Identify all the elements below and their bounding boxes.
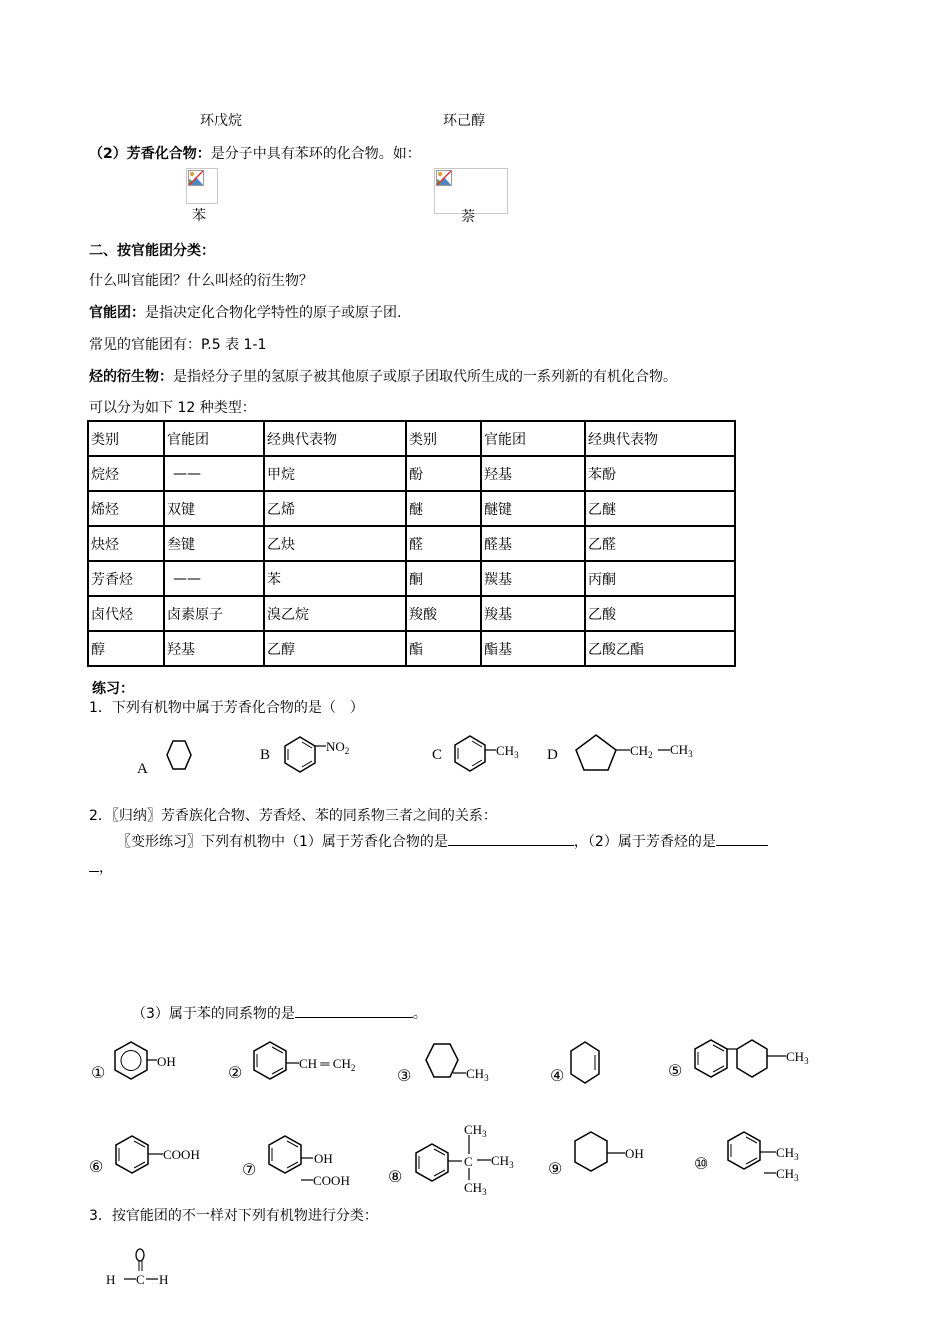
c-ch3-text: CH [496, 743, 515, 758]
structures-row-1 [85, 1030, 825, 1102]
table-cell: 羟基 [481, 456, 585, 491]
table-cell: 甲烷 [264, 456, 406, 491]
table-cell: 丙酮 [585, 561, 735, 596]
table-cell: 乙酸 [585, 596, 735, 631]
no2-sub: 2 [344, 746, 350, 756]
oh-label: OH [157, 1054, 176, 1069]
ch3-label-3 [466, 1066, 489, 1083]
table-cell: 乙醛 [585, 526, 735, 561]
formaldehyde [100, 1245, 190, 1290]
methylcyclohexane [426, 1044, 466, 1077]
answer-blank-1[interactable] [448, 833, 574, 846]
table-cell: 醇 [88, 631, 164, 666]
table-cell: 烷烃 [88, 456, 164, 491]
h-left-label: H [106, 1272, 116, 1287]
table-cell: 酯 [406, 631, 481, 666]
answer-blank-2-cont[interactable] [89, 859, 99, 872]
cyclohexanol [575, 1132, 625, 1171]
d-ch2-label [630, 743, 653, 760]
practice-title: 练习： [92, 681, 134, 697]
vinyl-label [299, 1056, 355, 1073]
ch3-bottom-sub: 3 [482, 1187, 487, 1197]
fg-def: 是指决定化合物化学特性的原子或原子团. [145, 305, 402, 321]
c-ch3-sub: 3 [514, 750, 519, 760]
homolog-question [132, 1003, 427, 1023]
classification-table [87, 420, 736, 667]
fg-definition [89, 302, 401, 322]
c-ch3-label [496, 743, 519, 760]
table-cell: 芳香烃 [88, 561, 164, 596]
table-cell: 乙烯 [264, 491, 406, 526]
continuation-comma: ， [99, 860, 113, 876]
table-cell: 乙炔 [264, 526, 406, 561]
table-cell: 醛 [406, 526, 481, 561]
table-cell: 羟基 [164, 631, 264, 666]
question-text: 什么叫官能团？什么叫烃的衍生物？ [89, 273, 313, 289]
table-cell: 酚 [406, 456, 481, 491]
ch3-top-sub: 3 [482, 1129, 487, 1139]
ch3-text-5: CH [786, 1049, 805, 1064]
num-6: ⑥ [89, 1159, 104, 1176]
option-d-label: D [547, 747, 558, 763]
ch3-text-3: CH [466, 1066, 485, 1081]
ch3-sub-10a: 3 [794, 1152, 799, 1162]
ch3-sub-3: 3 [484, 1073, 489, 1083]
tert-butylbenzene [416, 1135, 491, 1181]
table-cell: 苯 [264, 561, 406, 596]
d-ch2-text: CH [630, 743, 649, 758]
table-cell: 羰基 [481, 561, 585, 596]
ch3-sub-5: 3 [804, 1056, 809, 1066]
ch3-label-10b [776, 1166, 799, 1183]
cyclohexane-ring [167, 741, 191, 769]
num-8: ⑧ [388, 1169, 403, 1186]
table-cell: 乙酸乙酯 [585, 631, 735, 666]
phenol [115, 1042, 157, 1079]
variant-exercise [117, 831, 768, 851]
cooh-label-7: COOH [313, 1173, 350, 1188]
table-row [88, 526, 735, 561]
common-groups: 常见的官能团有：P.5 表 1-1 [89, 337, 267, 353]
cooh-label-6: COOH [163, 1147, 200, 1162]
table-cell: 卤素原子 [164, 596, 264, 631]
table-cell: 乙醚 [585, 491, 735, 526]
benzene-label: 苯 [192, 208, 206, 224]
deriv-definition [89, 366, 677, 386]
d-ch3-sub: 3 [688, 749, 693, 759]
oh-label-9: OH [625, 1146, 644, 1161]
oxygen-atom [136, 1249, 144, 1261]
question-3: 3．按官能团的不一样对下列有机物进行分类： [89, 1208, 378, 1224]
table-cell: —— [164, 456, 264, 491]
answer-blank-3[interactable] [295, 1005, 413, 1018]
table-cell: —— [164, 561, 264, 596]
table-cell: 醛基 [481, 526, 585, 561]
table-cell: 酯基 [481, 631, 585, 666]
cyclohexene [571, 1042, 599, 1083]
variant-text-2: ，（2）属于芳香烃的是 [573, 834, 716, 850]
naphthalene-label: 萘 [461, 209, 475, 225]
answer-blank-2[interactable] [716, 833, 768, 846]
vinyl-sub: 2 [350, 1063, 356, 1073]
ch3-text-10a: CH [776, 1145, 795, 1160]
ch3-bottom-label [464, 1180, 487, 1197]
num-1: ① [91, 1065, 106, 1082]
table-row [88, 491, 735, 526]
twelve-types: 可以分为如下 12 种类型： [89, 400, 256, 416]
cyclopentane-name: 环戊烷 [200, 113, 242, 129]
table-row [88, 631, 735, 666]
num-3: ③ [397, 1068, 412, 1085]
deriv-term: 烃的衍生物： [89, 369, 173, 385]
toluene [455, 736, 496, 771]
broken-image-icon [436, 170, 452, 186]
no2-text: NO [326, 739, 345, 754]
o-xylene [728, 1132, 776, 1173]
d-ch3-text: CH [670, 742, 689, 757]
table-cell: 卤代烃 [88, 596, 164, 631]
option-a-label: A [137, 761, 148, 777]
no2-label [326, 739, 349, 756]
table-header-cell: 官能团 [164, 421, 264, 456]
nitrobenzene [285, 737, 326, 772]
c-label: C [136, 1272, 145, 1287]
num-9: ⑨ [548, 1161, 563, 1178]
table-row [88, 561, 735, 596]
table-cell: 苯酚 [585, 456, 735, 491]
aromatic-heading: （2）芳香化合物： [89, 146, 211, 162]
table-header-row [88, 421, 735, 456]
table-header-cell: 经典代表物 [585, 421, 735, 456]
question-2: 2．〖归纳〗芳香族化合物、芳香烃、苯的同系物三者之间的关系： [89, 808, 497, 824]
ch3-top-text: CH [464, 1122, 483, 1137]
ch3-bottom-text: CH [464, 1180, 483, 1195]
ch3-text-10b: CH [776, 1166, 795, 1181]
ch3-right-sub: 3 [509, 1160, 514, 1170]
table-cell: 醚键 [481, 491, 585, 526]
ch3-right-label [491, 1153, 514, 1170]
table-cell: 羧基 [481, 596, 585, 631]
option-b-label: B [260, 747, 271, 763]
table-cell: 双键 [164, 491, 264, 526]
ch3-label-5 [786, 1049, 809, 1066]
homolog-text: （3）属于苯的同系物的是 [132, 1006, 295, 1022]
ch3-sub-10b: 3 [794, 1173, 799, 1183]
table-header-cell: 经典代表物 [264, 421, 406, 456]
aromatic-line [89, 143, 421, 163]
h-right-label: H [159, 1272, 169, 1287]
ch3-top-label [464, 1122, 487, 1139]
aromatic-text: 是分子中具有苯环的化合物。如： [210, 146, 421, 162]
table-row [88, 596, 735, 631]
cyclopentane-ring [576, 735, 616, 770]
styrene [254, 1042, 299, 1079]
continuation-line [89, 857, 113, 877]
cyclohexanol-name: 环己醇 [443, 113, 485, 129]
oh-label-7: OH [314, 1151, 333, 1166]
num-10: ⑩ [694, 1156, 709, 1173]
table-header-cell: 类别 [406, 421, 481, 456]
phenyl-methylcyclohexane [695, 1040, 786, 1077]
vinyl-text: CH ═ CH [299, 1056, 351, 1071]
deriv-def: 是指烃分子里的氢原子被其他原子或原子团取代所生成的一系列新的有机化合物。 [173, 369, 677, 385]
num-2: ② [228, 1065, 243, 1082]
table-cell: 叁键 [164, 526, 264, 561]
broken-image-icon [188, 170, 204, 186]
table-cell: 溴乙烷 [264, 596, 406, 631]
d-ch2-sub: 2 [648, 750, 653, 760]
table-row [88, 456, 735, 491]
table-cell: 酮 [406, 561, 481, 596]
q1-structures [130, 730, 730, 780]
option-c-label: C [432, 747, 443, 763]
table-header-cell: 官能团 [481, 421, 585, 456]
fg-term: 官能团： [89, 305, 145, 321]
table-cell: 炔烃 [88, 526, 164, 561]
variant-text-1: 〖变形练习〗下列有机物中（1）属于芳香化合物的是 [117, 834, 448, 850]
num-7: ⑦ [242, 1162, 257, 1179]
benzoic-acid [116, 1136, 163, 1173]
benzene-image [186, 168, 218, 204]
num-4: ④ [550, 1068, 565, 1085]
central-c-label: C [464, 1154, 473, 1169]
structures-row-2 [85, 1118, 825, 1198]
num-5: ⑤ [668, 1063, 683, 1080]
salicylic-acid [269, 1136, 313, 1180]
table-cell: 乙醇 [264, 631, 406, 666]
section-heading: 二、按官能团分类： [89, 243, 215, 259]
table-cell: 烯烃 [88, 491, 164, 526]
question-1: 1．下列有机物中属于芳香化合物的是（ ） [89, 700, 364, 716]
table-header-cell: 类别 [88, 421, 164, 456]
homolog-period: 。 [412, 1006, 427, 1022]
table-cell: 醚 [406, 491, 481, 526]
ch3-label-10a [776, 1145, 799, 1162]
d-ch3-label [670, 742, 693, 759]
table-cell: 羧酸 [406, 596, 481, 631]
ch3-right-text: CH [491, 1153, 510, 1168]
